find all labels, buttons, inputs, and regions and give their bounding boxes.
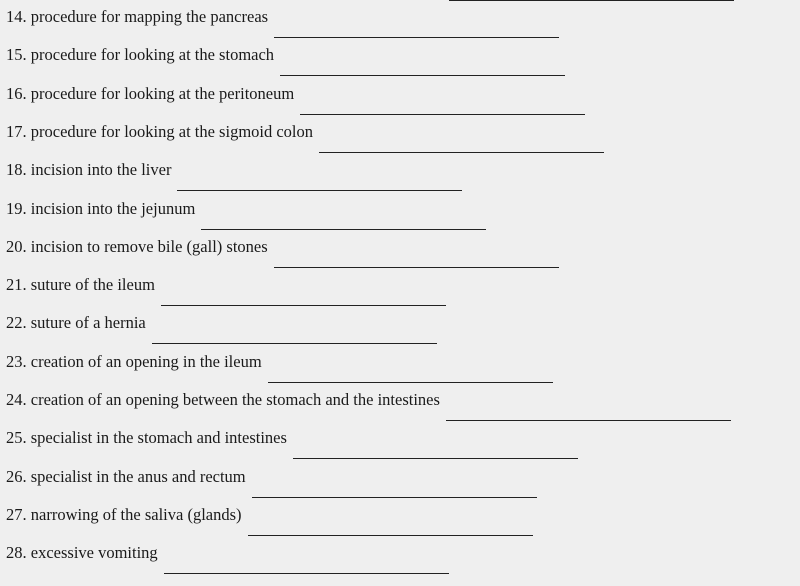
question-row [6, 313, 800, 351]
answer-line[interactable] [268, 382, 553, 383]
answer-line[interactable] [164, 573, 449, 574]
question-text: procedure for looking at the stomach [30, 45, 275, 65]
question-row [6, 428, 800, 466]
question-number: 14. [6, 7, 27, 26]
question-text: specialist in the anus and rectum [30, 466, 246, 486]
question-label [6, 7, 268, 27]
question-label [6, 505, 242, 525]
question-text: creation of an opening in the ileum [30, 351, 262, 371]
question-text: incision to remove bile (gall) stones [30, 236, 268, 256]
question-row [6, 543, 800, 581]
question-number: 20. [6, 236, 27, 256]
question-row [6, 467, 800, 505]
answer-line[interactable] [161, 305, 446, 306]
question-text: incision into the liver [30, 160, 172, 180]
answer-line-previous[interactable] [449, 0, 734, 1]
question-number: 16. [6, 83, 27, 103]
answer-line[interactable] [293, 458, 578, 459]
answer-line[interactable] [152, 343, 437, 344]
answer-line[interactable] [274, 37, 559, 38]
answer-line[interactable] [280, 75, 565, 76]
question-row [6, 84, 800, 122]
question-text: procedure for looking at the peritoneum [30, 83, 295, 103]
question-row [6, 122, 800, 160]
question-number: 25. [6, 428, 27, 448]
question-text: procedure for looking at the sigmoid colon [30, 121, 314, 141]
question-number: 23. [6, 351, 27, 371]
question-row [6, 390, 800, 428]
question-text: creation of an opening between the stomach and the intestines [30, 390, 440, 409]
question-row [6, 199, 800, 237]
question-number: 18. [6, 160, 27, 180]
answer-line[interactable] [446, 420, 731, 421]
question-number: 26. [6, 466, 27, 486]
question-number: 28. [6, 543, 27, 563]
answer-line[interactable] [274, 267, 559, 268]
question-row [6, 352, 800, 390]
question-label [6, 467, 246, 487]
answer-line[interactable] [319, 152, 604, 153]
question-row [6, 7, 800, 45]
question-label [6, 275, 155, 295]
question-text: specialist in the stomach and intestines [30, 428, 287, 448]
question-row [6, 505, 800, 543]
question-number: 21. [6, 275, 27, 295]
question-number: 17. [6, 121, 27, 141]
question-row [6, 275, 800, 313]
question-label [6, 352, 262, 372]
question-number: 22. [6, 313, 27, 333]
question-text: procedure for mapping the pancreas [30, 7, 269, 26]
question-text: suture of the ileum [30, 275, 155, 295]
question-number: 15. [6, 45, 27, 65]
answer-line[interactable] [201, 229, 486, 230]
question-number: 19. [6, 198, 27, 218]
question-number: 27. [6, 504, 27, 524]
answer-line[interactable] [248, 535, 533, 536]
question-row [6, 45, 800, 83]
question-label [6, 45, 274, 65]
question-label [6, 390, 440, 410]
question-row [6, 160, 800, 198]
question-label [6, 543, 158, 563]
question-text: suture of a hernia [30, 313, 146, 333]
question-row [6, 237, 800, 275]
answer-line[interactable] [252, 497, 537, 498]
question-label [6, 237, 268, 257]
question-number: 24. [6, 390, 27, 409]
question-label [6, 160, 171, 180]
question-label [6, 428, 287, 448]
answer-line[interactable] [177, 190, 462, 191]
question-label [6, 84, 294, 104]
question-label [6, 199, 195, 219]
question-text: excessive vomiting [30, 543, 158, 563]
answer-line[interactable] [300, 114, 585, 115]
question-text: narrowing of the saliva (glands) [30, 504, 242, 524]
question-label [6, 313, 146, 333]
question-label [6, 122, 313, 142]
question-text: incision into the jejunum [30, 198, 196, 218]
